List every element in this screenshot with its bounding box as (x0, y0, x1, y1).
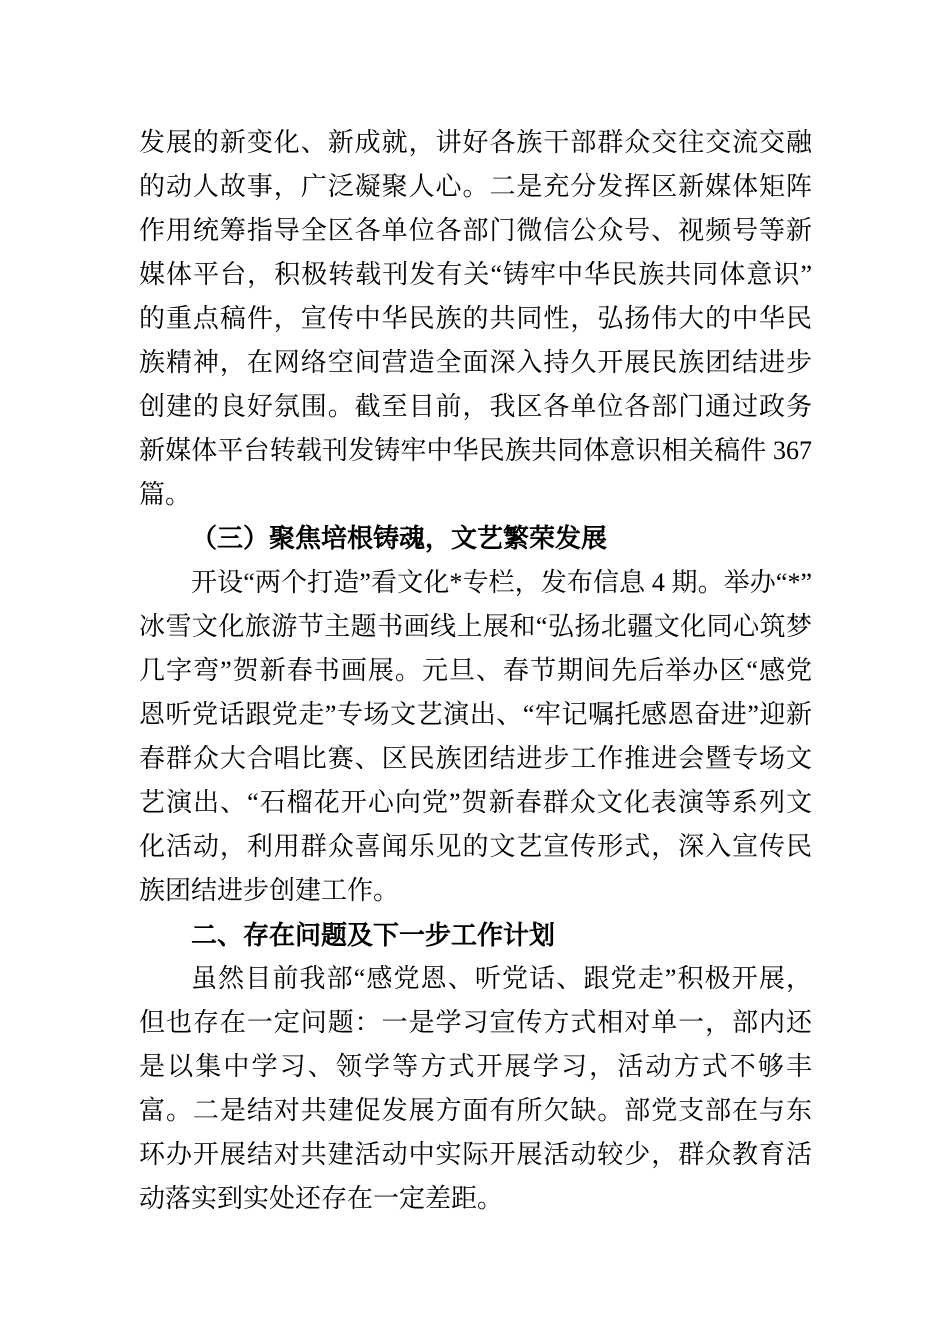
paragraph-culture-activities: 开设“两个打造”看文化*专栏，发布信息 4 期。举办“*”冰雪文化旅游节主题书画线上展和“弘扬北疆文化同心筑梦几字弯”贺新春书画展。元旦、春节期间先后举办区“感党恩听党话跟党走”专场文艺演出、“牢记嘱托感恩奋进”迎新春群众大合唱比赛、区民族团结进步工作推进会暨专场文艺演出、“石榴花开心向党”贺新春群众文化表演等系列文化活动，利用群众喜闻乐见的文艺宣传形式，深入宣传民族团结进步创建工作。 (139, 568, 812, 905)
paragraph-new-media-propaganda: 发展的新变化、新成就，讲好各族干部群众交往交流交融的动人故事，广泛凝聚人心。二是充分发挥区新媒体矩阵作用统筹指导全区各单位各部门微信公众号、视频号等新媒体平台，积极转载刊发有关“铸牢中华民族共同体意识”的重点稿件，宣传中华民族的共同性，弘扬伟大的中华民族精神，在网络空间营造全面深入持久开展民族团结进步创建的良好氛围。截至目前，我区各单位各部门通过政务新媒体平台转载刊发铸牢中华民族共同体意识相关稿件 367 篇。 (139, 128, 812, 509)
section-heading-problems-and-plan: 二、存在问题及下一步工作计划 (191, 920, 556, 950)
paragraph-problems-description: 虽然目前我部“感党恩、听党话、跟党走”积极开展，但也存在一定问题：一是学习宣传方式相对单一，部内还是以集中学习、领学等方式开展学习，活动方式不够丰富。二是结对共建促发展方面有所欠缺。部党支部在与东环办开展结对共建活动中实际开展活动较少，群众教育活动落实到实处还存在一定差距。 (139, 964, 812, 1213)
section-heading-culture-prosperity: （三）聚焦培根铸魂，文艺繁荣发展 (191, 524, 608, 553)
document-content (139, 121, 812, 1221)
